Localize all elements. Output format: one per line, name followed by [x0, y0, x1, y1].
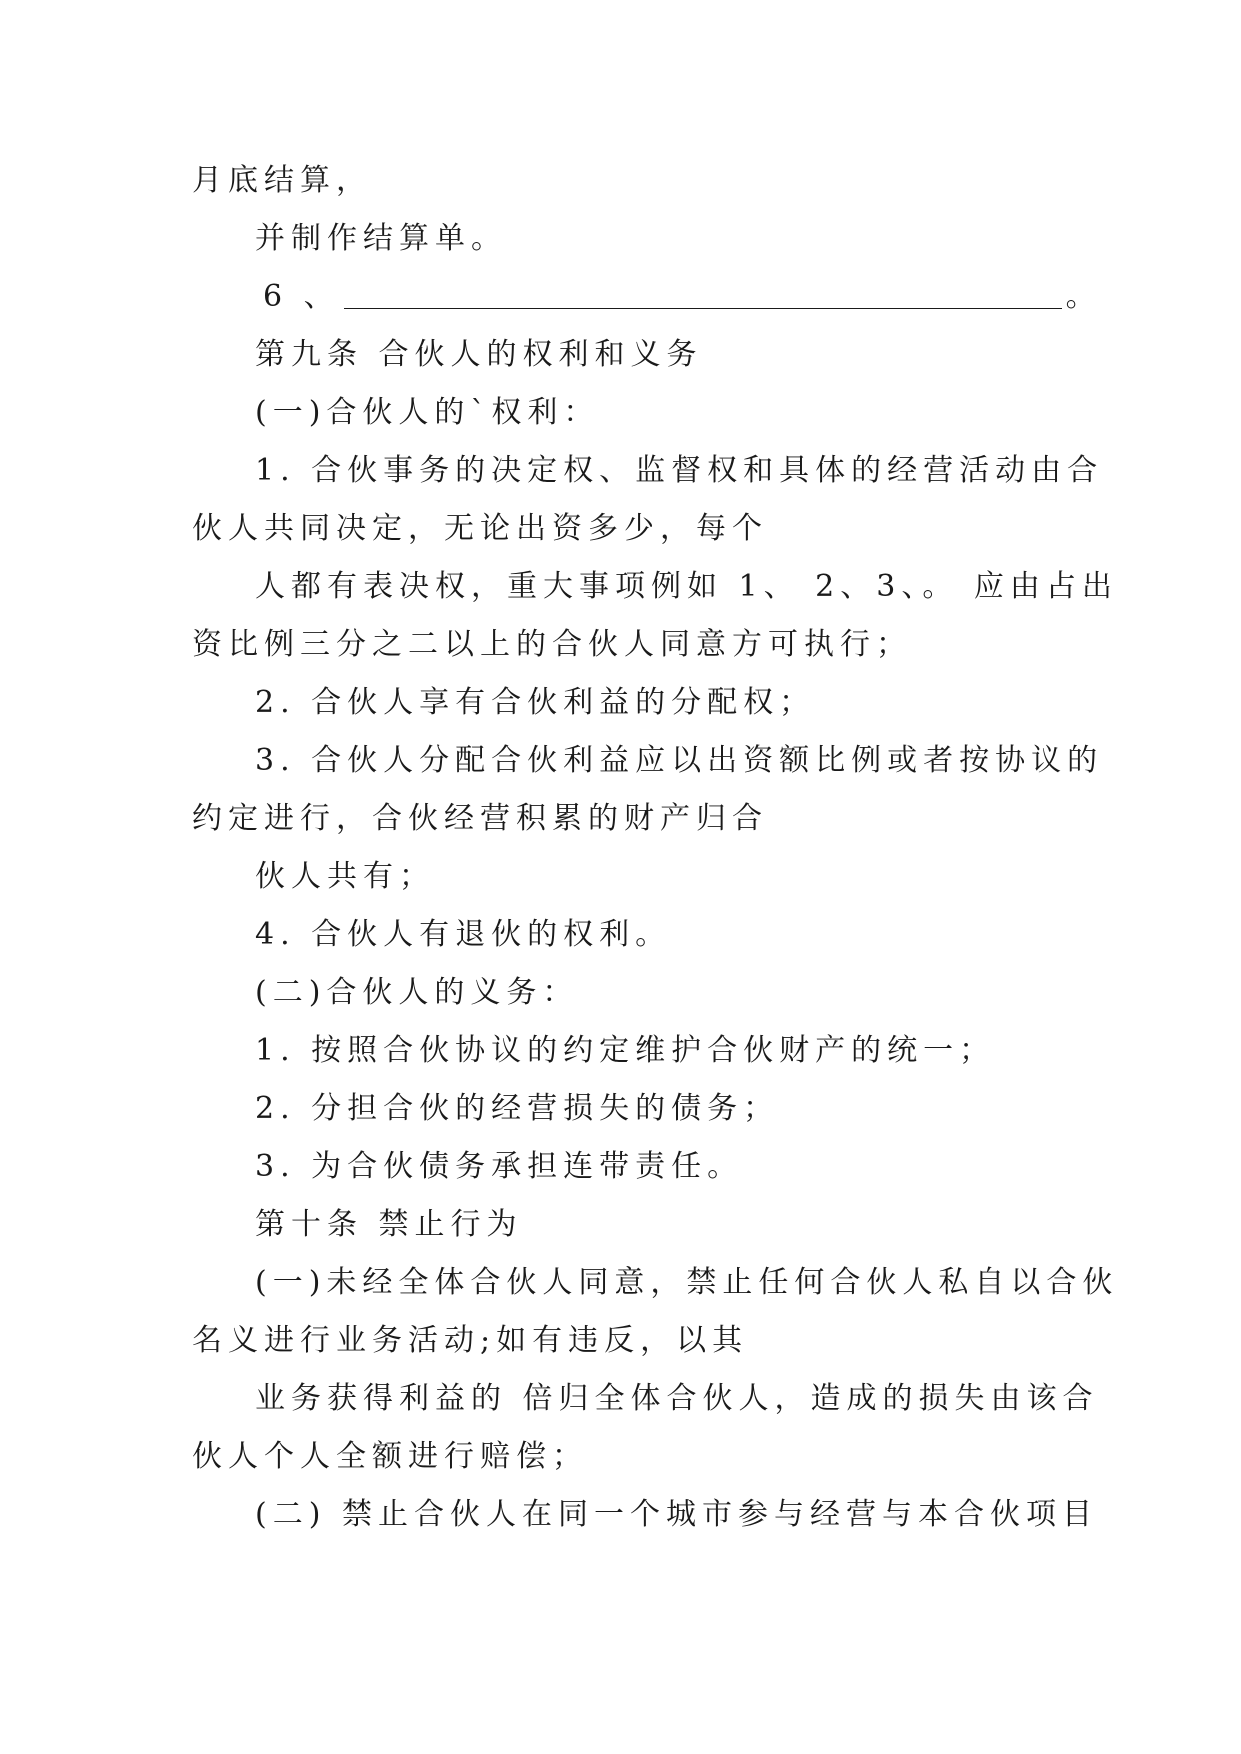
text-line: 名义进行业务活动;如有违反，以其	[192, 1323, 749, 1358]
text-line: 伙人共同决定，无论出资多少，每个	[192, 511, 768, 546]
item-6-line	[192, 268, 1102, 326]
text-line: (一)未经全体合伙人同意，禁止任何合伙人私自以合伙	[255, 1265, 1119, 1300]
text-line: 人都有表决权，重大事项例如 1、 2、3、。 应由占出	[255, 569, 1118, 604]
text-line: 伙人个人全额进行赔偿；	[192, 1439, 588, 1474]
text-line: 4. 合伙人有退伙的权利。	[255, 917, 672, 952]
text-line: 月底结算，	[192, 163, 372, 198]
section-rights-heading: (一)合伙人的`权利：	[255, 395, 600, 430]
text-line: 业务获得利益的 倍归全体合伙人，造成的损失由该合	[255, 1381, 1099, 1416]
text-line: 伙人共有；	[255, 859, 435, 894]
text-line: (二) 禁止合伙人在同一个城市参与经营与本合伙项目	[255, 1497, 1098, 1532]
text-line: 1. 按照合伙协议的约定维护合伙财产的统一；	[255, 1033, 996, 1068]
document-body	[192, 152, 1119, 1544]
item-6-end: 。	[1065, 279, 1102, 314]
section-duties-heading: (二)合伙人的义务：	[255, 975, 579, 1010]
text-line: 1. 合伙事务的决定权、监督权和具体的经营活动由合	[255, 453, 1104, 488]
fill-in-blank	[344, 307, 1062, 309]
item-6-number: 6 、	[263, 279, 340, 314]
text-line: 并制作结算单。	[255, 221, 507, 256]
text-line: 3. 合伙人分配合伙利益应以出资额比例或者按协议的	[255, 743, 1104, 778]
article-10-heading: 第十条 禁止行为	[255, 1207, 523, 1242]
text-line: 2. 合伙人享有合伙利益的分配权；	[255, 685, 816, 720]
article-9-heading: 第九条 合伙人的权利和义务	[255, 337, 703, 372]
text-line: 3. 为合伙债务承担连带责任。	[255, 1149, 744, 1184]
text-line: 资比例三分之二以上的合伙人同意方可执行；	[192, 627, 912, 662]
text-line: 约定进行，合伙经营积累的财产归合	[192, 801, 768, 836]
text-line: 2. 分担合伙的经营损失的债务；	[255, 1091, 780, 1126]
